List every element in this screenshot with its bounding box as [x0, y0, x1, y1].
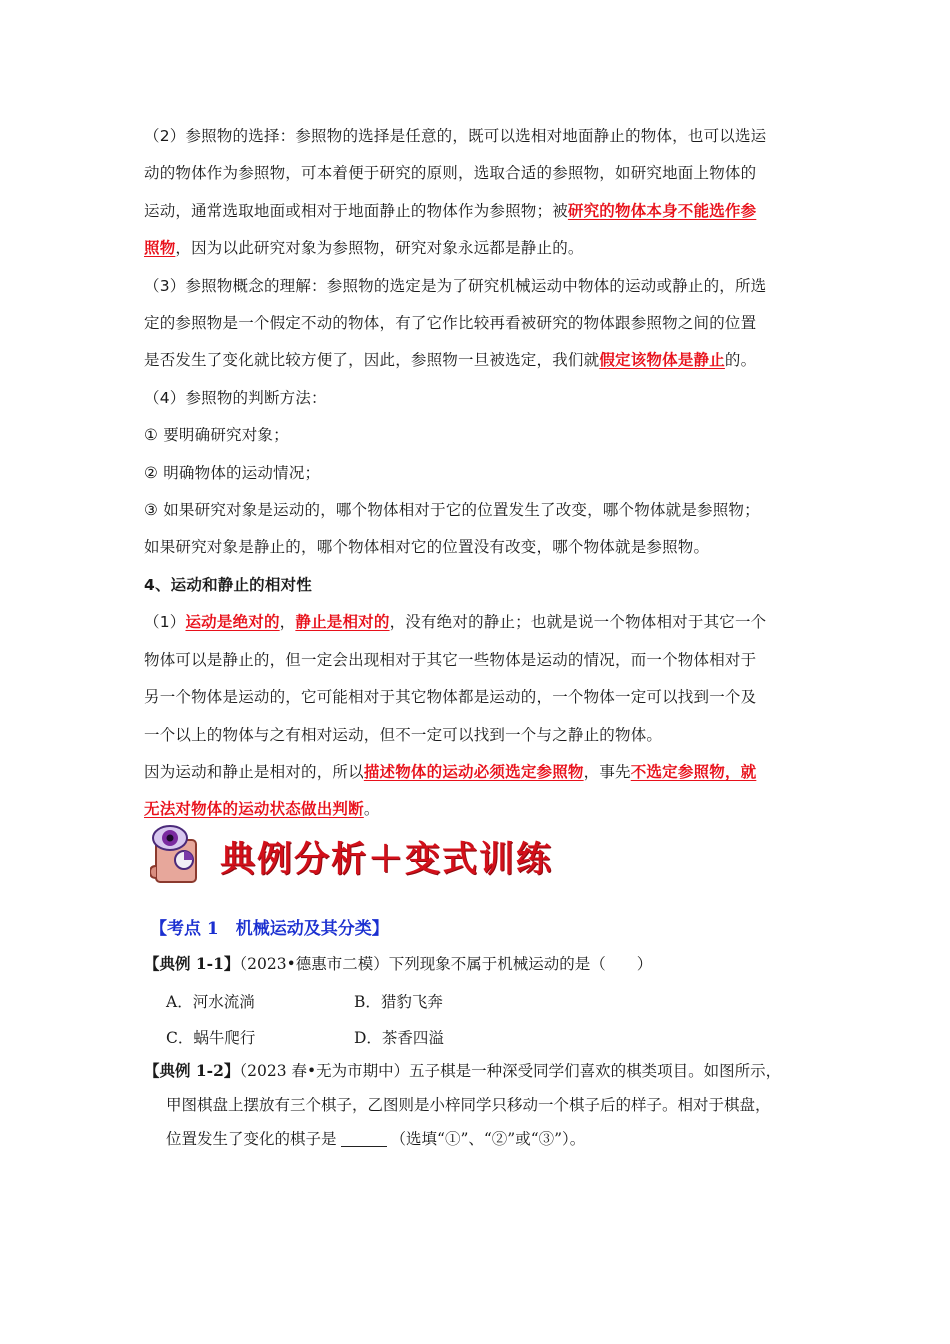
- example-text: （2023 春•无为市期中）五子棋是一种深受同学们喜欢的棋类项目。如图所示，: [239, 1062, 782, 1080]
- example-text: （选填“①”、“②”或“③”）。: [390, 1130, 586, 1148]
- highlight-text: 研究的物体本身不能选作参: [567, 201, 757, 220]
- answer-blank[interactable]: [341, 1128, 387, 1147]
- text-run: ，因为以此研究对象为参照物，研究对象永远都是静止的。: [175, 239, 584, 258]
- highlight-text: 照物: [144, 239, 176, 258]
- example-line: 甲图棋盘上摆放有三个棋子，乙图则是小梓同学只移动一个棋子后的样子。相对于棋盘，: [166, 1096, 771, 1114]
- highlight-text: 运动是绝对的: [185, 613, 280, 632]
- option-a[interactable]: A．河水流淌: [166, 993, 255, 1011]
- paragraph-line: 另一个物体是运动的，它可能相对于其它物体都是运动的，一个物体一定可以找到一个及: [144, 688, 757, 707]
- body-text: [144, 118, 814, 829]
- paragraph-line: [144, 754, 814, 791]
- highlight-text: 描述物体的运动必须选定参照物: [363, 762, 584, 781]
- text-run: ，: [279, 613, 296, 632]
- example-label: 【典例 1-2】: [144, 1061, 240, 1080]
- paragraph-line: [144, 230, 814, 267]
- paragraph-line: ③ 如果研究对象是运动的，哪个物体相对于它的位置发生了改变，哪个物体就是参照物；: [144, 501, 760, 520]
- paragraph-line: [144, 604, 814, 641]
- highlight-text: 假定该物体是静止: [599, 351, 725, 370]
- paragraph-line: ② 明确物体的运动情况；: [144, 463, 321, 482]
- paragraph-line: 动的物体作为参照物，可本着便于研究的原则，选取合适的参照物，如研究地面上物体的: [144, 164, 757, 183]
- paragraph-line: 如果研究对象是静止的，哪个物体相对它的位置没有改变，哪个物体就是参照物。: [144, 538, 710, 557]
- banner-title: 典例分析＋变式训练: [220, 839, 554, 880]
- section-title: 4、运动和静止的相对性: [144, 575, 312, 594]
- paragraph-line: 物体可以是静止的，但一定会出现相对于其它一些物体是运动的情况，而一个物体相对于: [144, 650, 757, 669]
- example-label: 【典例 1-1】: [144, 954, 240, 973]
- highlight-text: 不选定参照物，就: [630, 762, 757, 781]
- paragraph-line: 定的参照物是一个假定不动的物体，有了它作比较再看被研究的物体跟参照物之间的位置: [144, 314, 757, 333]
- scroll-eye-icon: [150, 822, 210, 886]
- text-run: ，事先: [583, 762, 631, 781]
- text-run: 。: [363, 800, 380, 819]
- text-run: （1）: [144, 613, 186, 632]
- example-1-2: [144, 1054, 824, 1156]
- text-run: ，没有绝对的静止；也就是说一个物体相对于其它一个: [389, 613, 767, 632]
- highlight-text: 静止是相对的: [295, 613, 390, 632]
- kaodian-heading: 【考点 1 机械运动及其分类】: [150, 919, 389, 939]
- paragraph-line: 一个以上的物体与之有相对运动，但不一定可以找到一个与之静止的物体。: [144, 725, 663, 744]
- paragraph-line: （4）参照物的判断方法：: [144, 388, 327, 407]
- option-d[interactable]: D．茶香四溢: [354, 1029, 444, 1047]
- option-row: [166, 990, 443, 1012]
- option-row: [166, 1026, 444, 1048]
- example-question: （2023•德惠市二模）下列现象不属于机械运动的是（ ）: [239, 955, 653, 973]
- option-c[interactable]: C．蜗牛爬行: [166, 1029, 256, 1047]
- section-banner: [150, 822, 554, 886]
- option-b[interactable]: B．猎豹飞奔: [354, 993, 443, 1011]
- paragraph-line: ① 要明确研究对象；: [144, 426, 289, 445]
- paragraph-line: （2）参照物的选择：参照物的选择是任意的，既可以选相对地面静止的物体，也可以选运: [144, 127, 767, 145]
- example-text: 位置发生了变化的棋子是: [166, 1130, 337, 1148]
- paragraph-line: [144, 193, 814, 230]
- paragraph-line: （3）参照物概念的理解：参照物的选定是为了研究机械运动中物体的运动或静止的，所选: [144, 276, 767, 295]
- example-line: [144, 1122, 824, 1156]
- highlight-text: 无法对物体的运动状态做出判断: [144, 800, 364, 819]
- paragraph-line: [144, 342, 814, 379]
- text-run: 是否发生了变化就比较方便了，因此，参照物一旦被选定，我们就: [144, 351, 600, 370]
- text-run: 的。: [724, 351, 757, 370]
- example-line: [144, 1054, 824, 1088]
- example-1-1: [144, 947, 824, 981]
- text-run: 运动，通常选取地面或相对于地面静止的物体作为参照物；被: [144, 201, 568, 220]
- text-run: 因为运动和静止是相对的，所以: [144, 762, 364, 781]
